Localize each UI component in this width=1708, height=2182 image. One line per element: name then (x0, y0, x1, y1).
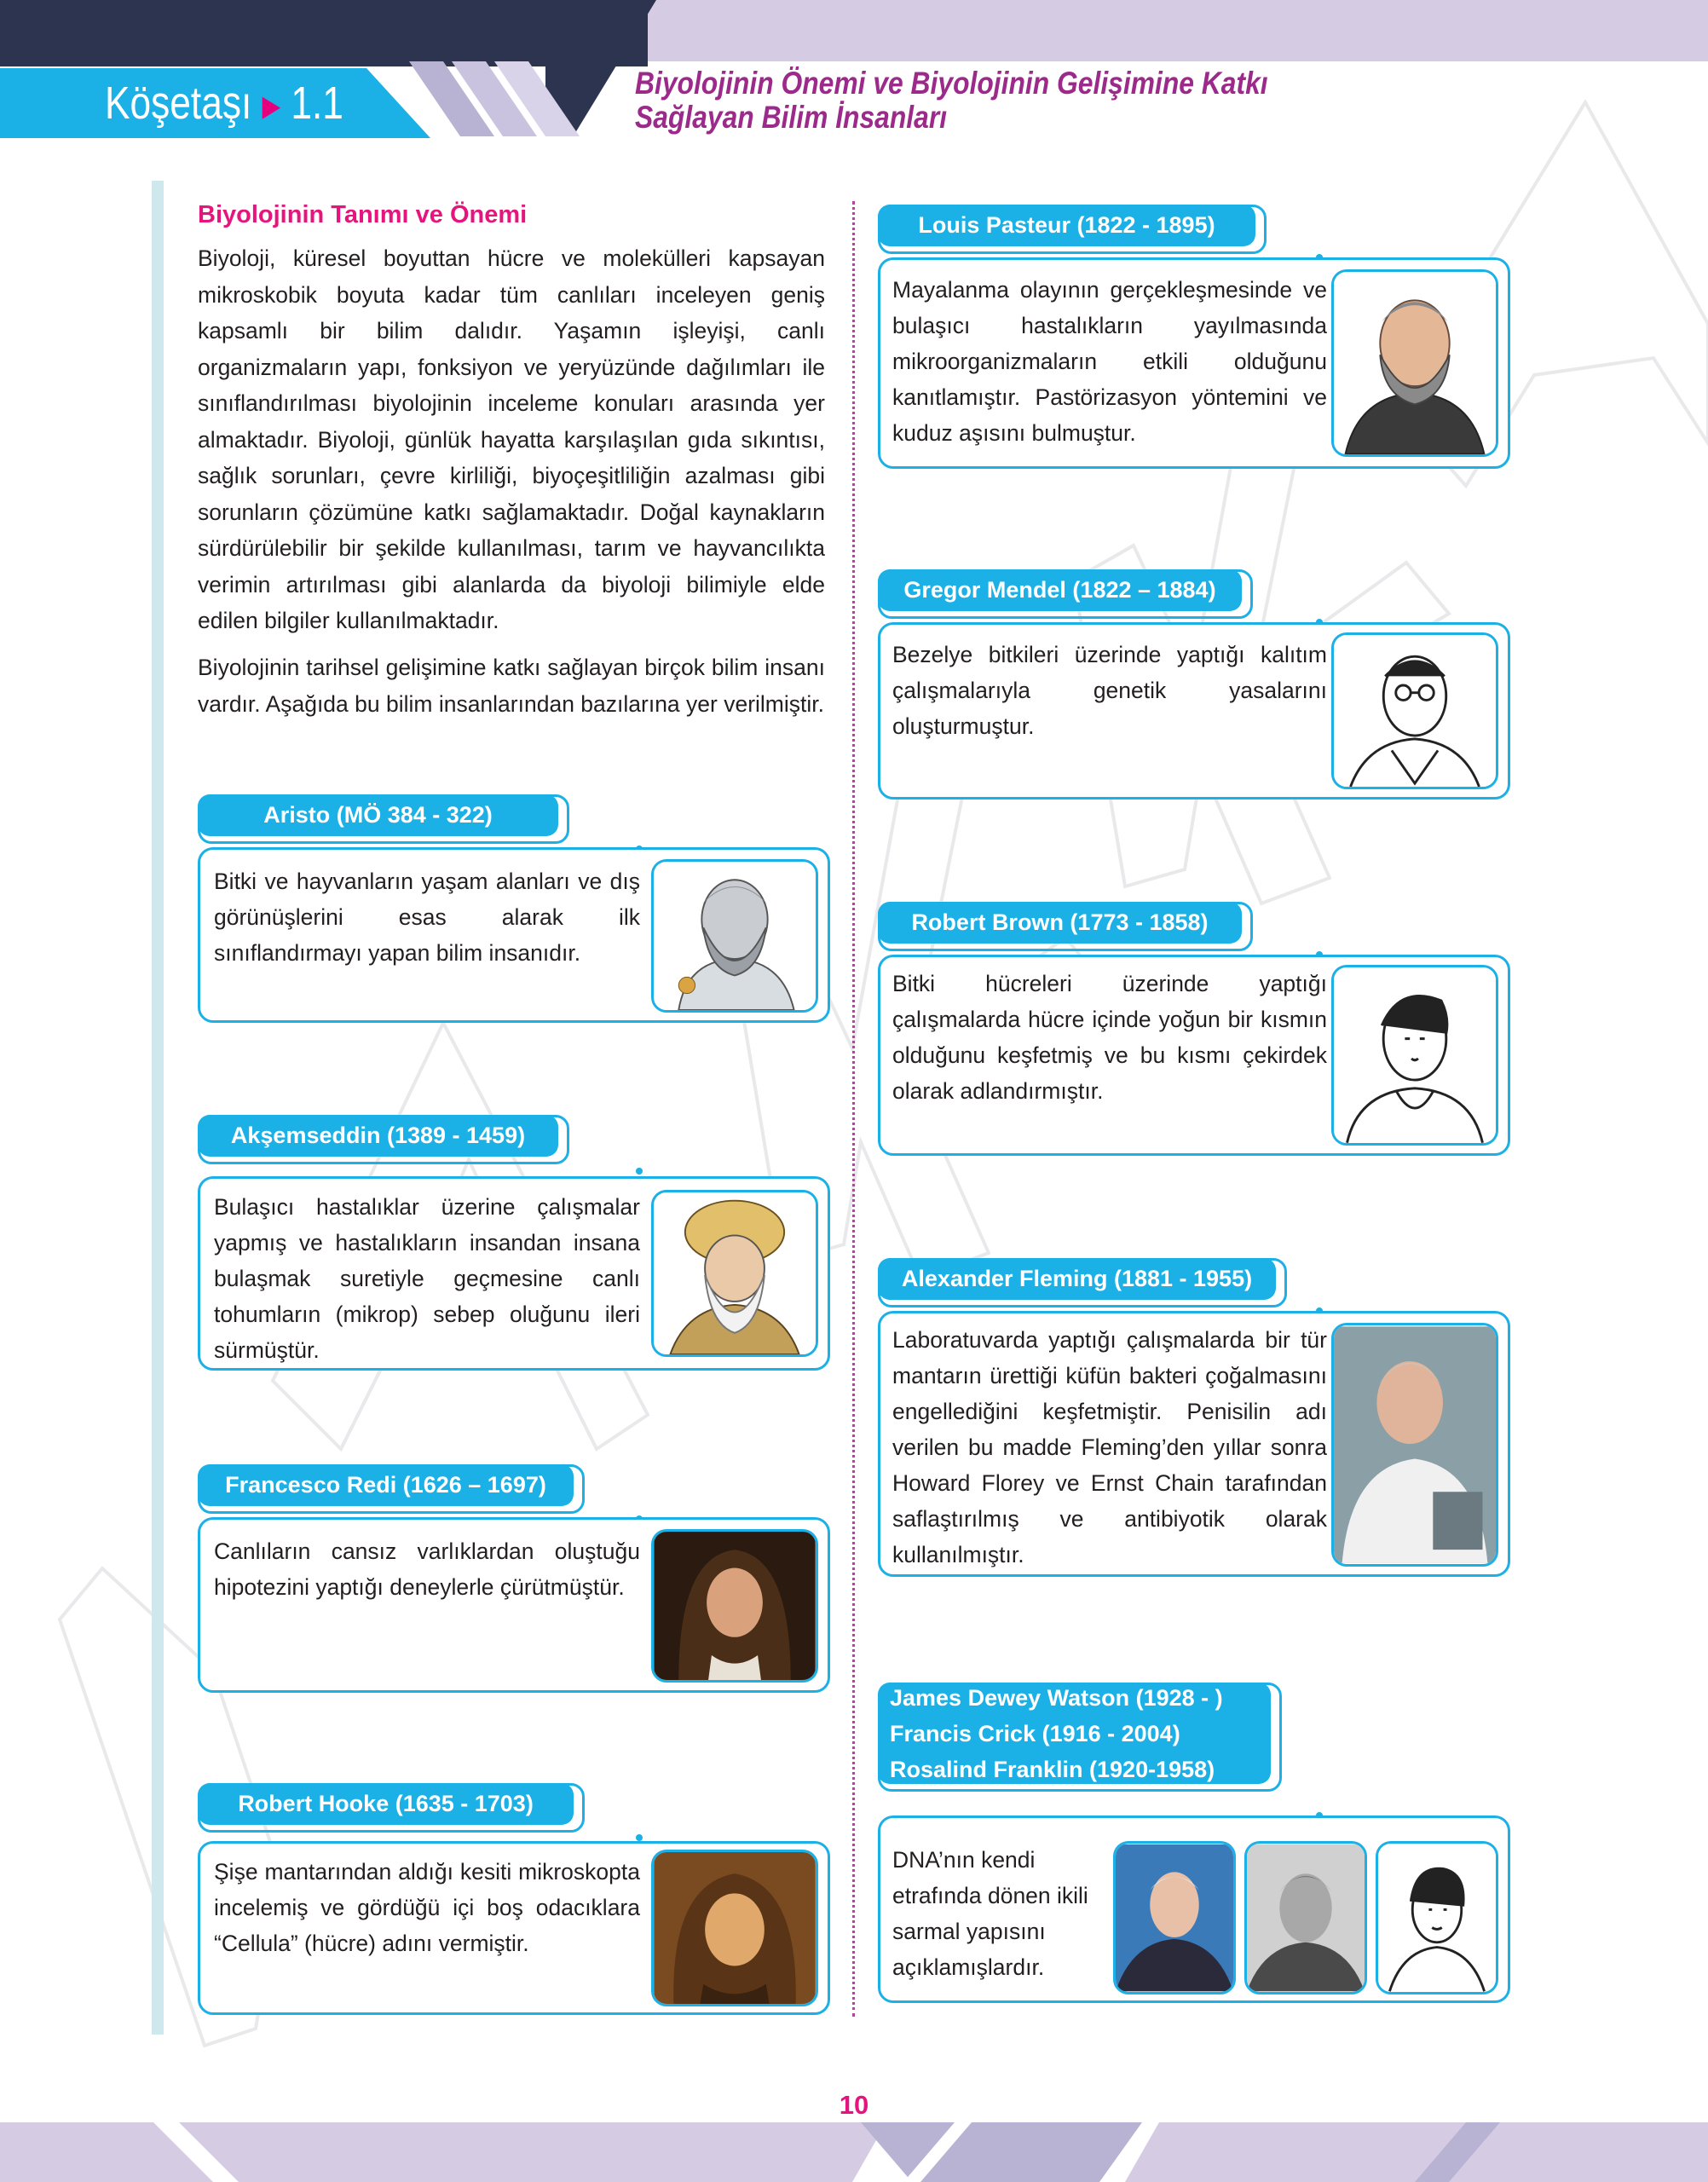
card-dot (636, 1834, 643, 1841)
scientist-name: Francesco Redi (1626 – 1697) (198, 1464, 574, 1506)
scientist-description: Bezelye bitkileri üzerinde yaptığı kalıtım çalışmalarıyla genetik yasalarını oluşturmuştur. (892, 642, 1327, 739)
scientist-description: DNA’nın kendi etrafında dönen ikili sarmal yapısını açıklamışlardır. (892, 1847, 1088, 1980)
section-label-text: Köşetaşı (105, 78, 252, 129)
scientist-name: Robert Hooke (1635 - 1703) (198, 1783, 574, 1825)
page-number: 10 (839, 2090, 869, 2120)
header-band-light (545, 0, 1708, 61)
card-dot (636, 1168, 643, 1175)
brown-portrait (1331, 965, 1498, 1146)
scientist-name: Louis Pasteur (1822 - 1895) (878, 205, 1255, 246)
scientist-description: Bulaşıcı hastalıklar üzerine çalışmalar yapmış ve hastalıkların insandan insana bulaşmak suretiyle geçmesine canlı tohumların (mikrop) sebep oluğunu ileri sürmüştür. (214, 1194, 640, 1363)
redi-portrait (651, 1529, 818, 1683)
aksemseddin-portrait (651, 1190, 818, 1357)
scientist-name: Alexander Fleming (1881 - 1955) (878, 1258, 1276, 1300)
scientist-description: Canlıların cansız varlıklardan oluştuğu hipotezini yaptığı deneylerle çürütmüştür. (214, 1538, 640, 1600)
dna-names (878, 1683, 1271, 1784)
column-divider (852, 201, 855, 2017)
scientist-name: Robert Brown (1773 - 1858) (878, 902, 1242, 944)
scientist-pill-pasteur (878, 205, 1267, 254)
pasteur-portrait (1331, 269, 1498, 457)
section-number: 1.1 (291, 78, 343, 129)
section-label (105, 77, 343, 130)
aristotle-portrait (651, 859, 818, 1013)
fleming-portrait (1331, 1323, 1498, 1567)
scientist-pill-fleming (878, 1258, 1287, 1307)
scientist-description: Mayalanma olayının gerçekleşmesinde ve bulaşıcı hastalıkların yayılmasında mikroorganizmaların etkili olduğunu kanıtlamıştır. Pastörizasyon yöntemini ve kuduz aşısını bulmuştur. (892, 277, 1327, 446)
scientist-description: Şişe mantarından aldığı kesiti mikroskopta incelemiş ve gördüğü içi boş odacıklara “Cellula” (hücre) adını vermiştir. (214, 1859, 640, 1956)
watson-portrait (1113, 1841, 1236, 1994)
intro-paragraph-1: Biyoloji, küresel boyuttan hücre ve molekülleri kapsayan mikroskobik boyuta kadar tüm canlıları inceleyen geniş kapsamlı bir bilim dalıdır. Yaşamın işleyişi, canlı organizmaların yapı, fonksiyon ve yeryüzünde dağılımları ile sınıflandırılması biyolojinin inceleme konuları arasında yer almaktadır. Biyoloji, günlük hayatta karşılaşılan gıda sıkıntısı, sağlık sorunları, çevre kirliliği, biyoçeşitliliğin azalması gibi sorunların çözümüne katkı sağlamaktadır. Doğal kaynakların sürdürülebilir bir şekilde kullanılması, tarım ve hayvancılıkta verimin artırılması gibi alanlarda da biyoloji bilimiyle elde edilen bilgiler kullanılmaktadır. (198, 245, 825, 633)
play-triangle-icon: ▶ (262, 89, 281, 123)
scientist-name: Akşemseddin (1389 - 1459) (198, 1115, 558, 1157)
left-accent-bar (152, 181, 164, 2035)
scientist-pill-aristo (198, 794, 569, 844)
scientist-name: Gregor Mendel (1822 – 1884) (878, 569, 1242, 611)
crick-portrait (1244, 1841, 1367, 1994)
scientist-description: Laboratuvarda yaptığı çalışmalarda bir tür mantarın ürettiği küfün bakteri çoğalmasını engellediğini keşfetmiştir. Penisilin adı verilen bu madde Fleming’den yıllar sonra Howard Florey ve Ernst Chain tarafından saflaştırılmış ve antibiyotik olarak kullanılmıştır. (892, 1327, 1327, 1567)
mendel-portrait (1331, 632, 1498, 789)
scientist-pill-mendel (878, 569, 1253, 619)
intro-heading: Biyolojinin Tanımı ve Önemi (198, 201, 528, 228)
scientist-pill-aksemseddin (198, 1115, 569, 1164)
hooke-portrait (651, 1850, 818, 2006)
scientist-pill-dna-group (878, 1683, 1282, 1792)
scientist-description: Bitki hücreleri üzerinde yaptığı çalışmalarda hücre içinde yoğun bir kısmın olduğunu keşfetmiş ve bu kısmı çekirdek olarak adlandırmıştır. (892, 971, 1327, 1104)
scientist-name: James Dewey Watson (1928 - ) (890, 1684, 1223, 1711)
intro-paragraph-2: Biyolojinin tarihsel gelişimine katkı sağlayan birçok bilim insanı vardır. Aşağıda bu bilim insanlarından bazılarına yer verilmiştir. (198, 655, 825, 717)
footer-band (0, 2122, 1708, 2182)
scientist-description: Bitki ve hayvanların yaşam alanları ve dış görünüşlerini esas alarak ilk sınıflandırmayı yapan bilim insanıdır. (214, 869, 640, 966)
franklin-portrait (1376, 1841, 1498, 1994)
scientist-pill-brown (878, 902, 1253, 951)
scientist-pill-hooke (198, 1783, 585, 1833)
page-title: Biyolojinin Önemi ve Biyolojinin Gelişimine Katkı Sağlayan Bilim İnsanları (635, 66, 1268, 135)
scientist-name: Rosalind Franklin (1920-1958) (890, 1756, 1215, 1782)
scientist-name: Aristo (MÖ 384 - 322) (198, 794, 558, 836)
scientist-pill-redi (198, 1464, 585, 1514)
scientist-name: Francis Crick (1916 - 2004) (890, 1720, 1180, 1746)
